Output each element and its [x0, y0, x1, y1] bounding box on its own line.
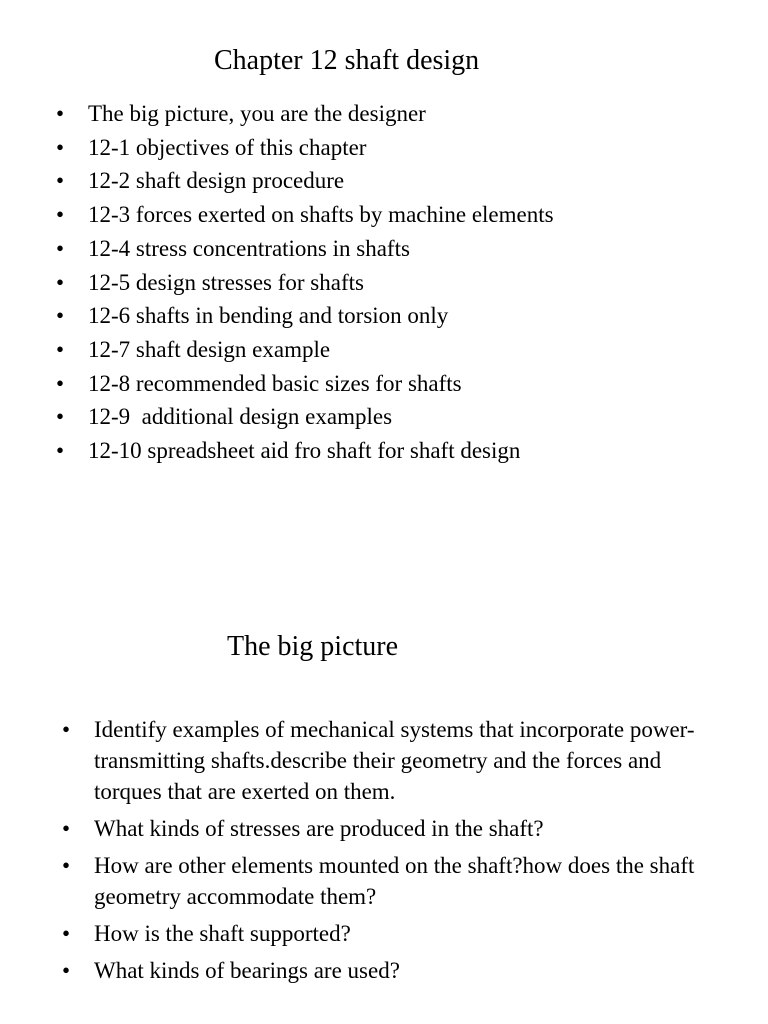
- bullet-icon: •: [56, 336, 65, 362]
- list-item: [62, 850, 702, 912]
- list-item-text: 12-5 design stresses for shafts: [88, 269, 364, 295]
- list-item-text: How is the shaft supported?: [94, 921, 351, 946]
- list-item-text: How are other elements mounted on the shaft?how does the shaft geometry accommodate them?: [94, 853, 695, 909]
- list-item-text: 12-1 objectives of this chapter: [88, 134, 367, 160]
- slide-title: Chapter 12 shaft design: [214, 45, 480, 76]
- list-item-text: What kinds of bearings are used?: [94, 958, 400, 983]
- list-item: [56, 97, 746, 131]
- list-item: [56, 266, 746, 300]
- list-item: [56, 400, 746, 434]
- list-item: [56, 367, 746, 401]
- list-item-text: 12-8 recommended basic sizes for shafts: [88, 370, 462, 396]
- list-item: [56, 299, 746, 333]
- list-item: [56, 164, 746, 198]
- bullet-icon: •: [56, 134, 65, 160]
- list-item-text: 12-2 shaft design procedure: [88, 168, 345, 194]
- topic-list: [56, 97, 746, 468]
- bullet-icon: •: [56, 235, 65, 261]
- list-item: [62, 918, 702, 949]
- question-list: [62, 714, 702, 992]
- list-item-text: 12-10 spreadsheet aid fro shaft for shaft design: [88, 438, 521, 464]
- list-item: [62, 714, 702, 807]
- bullet-icon: •: [56, 168, 65, 194]
- list-item: [56, 434, 746, 468]
- bullet-icon: •: [56, 370, 65, 396]
- slide-big-picture: [0, 600, 768, 1024]
- bullet-icon: •: [62, 853, 71, 878]
- list-item: [56, 333, 746, 367]
- list-item-text: 12-3 forces exerted on shafts by machine elements: [88, 202, 554, 228]
- list-item-text: Identify examples of mechanical systems that incorporate power-transmitting shafts.describe their geometry and the forces and torques that are exerted on them.: [94, 717, 695, 804]
- list-item-text: 12-7 shaft design example: [88, 336, 331, 362]
- bullet-icon: •: [62, 921, 71, 946]
- bullet-icon: •: [56, 303, 65, 329]
- list-item-text: 12-4 stress concentrations in shafts: [88, 235, 410, 261]
- slide-chapter-overview: [0, 0, 768, 500]
- list-item-text: 12-9 additional design examples: [88, 404, 393, 430]
- list-item-text: 12-6 shafts in bending and torsion only: [88, 303, 449, 329]
- bullet-icon: •: [62, 717, 71, 742]
- list-item-text: What kinds of stresses are produced in the shaft?: [94, 816, 544, 841]
- list-item: [56, 131, 746, 165]
- bullet-icon: •: [56, 101, 65, 126]
- bullet-icon: •: [56, 438, 65, 464]
- bullet-icon: •: [56, 202, 65, 228]
- bullet-icon: •: [62, 816, 71, 841]
- bullet-icon: •: [62, 958, 71, 983]
- list-item-text: The big picture, you are the designer: [88, 101, 426, 126]
- slide-title: The big picture: [227, 631, 399, 662]
- list-item: [56, 232, 746, 266]
- list-item: [56, 198, 746, 232]
- list-item: [62, 955, 702, 986]
- bullet-icon: •: [56, 404, 65, 430]
- list-item: [62, 813, 702, 844]
- bullet-icon: •: [56, 269, 65, 295]
